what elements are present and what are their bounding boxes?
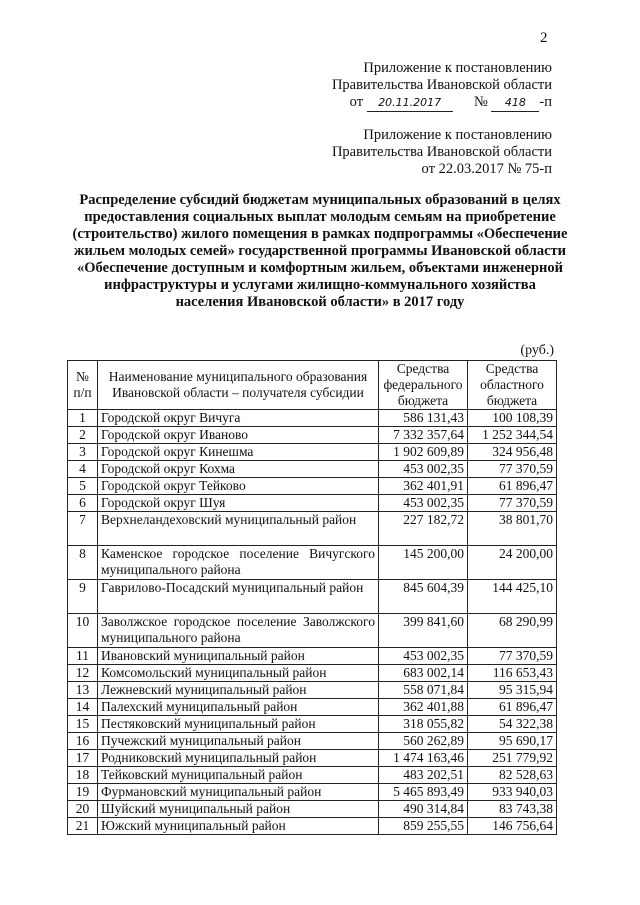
table-row bbox=[68, 733, 557, 750]
table-header-row bbox=[68, 361, 557, 410]
row-number: 9 bbox=[68, 580, 98, 614]
row-municipality: Ивановский муниципальный район bbox=[98, 648, 379, 665]
row-regional-amount: 100 108,39 bbox=[468, 410, 557, 427]
document-title: Распределение субсидий бюджетам муниципальных образований в целях предоставления социальных выплат молодым семьям на приобретение (строительство) жилого помещения в рамках подпрограммы «Обеспечение жильем молодых семей» государственной программы Ивановской области «Обеспечение доступным и комфортным жильем, объектами инженерной инфраструктуры и услугами жилищно-коммунального хозяйства населения Ивановской области» в 2017 году bbox=[72, 192, 568, 310]
row-federal-amount: 145 200,00 bbox=[379, 546, 468, 580]
row-number: 7 bbox=[68, 512, 98, 546]
row-regional-amount: 24 200,00 bbox=[468, 546, 557, 580]
row-federal-amount: 586 131,43 bbox=[379, 410, 468, 427]
row-regional-amount: 146 756,64 bbox=[468, 818, 557, 835]
number-suffix: -п bbox=[539, 94, 552, 110]
row-number: 13 bbox=[68, 682, 98, 699]
row-municipality: Гаврилово-Посадский муниципальный район bbox=[98, 580, 379, 614]
table-row bbox=[68, 818, 557, 835]
row-number: 16 bbox=[68, 733, 98, 750]
date-prefix: от bbox=[349, 94, 364, 110]
row-municipality: Городской округ Шуя bbox=[98, 495, 379, 512]
row-municipality: Фурмановский муниципальный район bbox=[98, 784, 379, 801]
row-regional-amount: 1 252 344,54 bbox=[468, 427, 557, 444]
row-regional-amount: 54 322,38 bbox=[468, 716, 557, 733]
header-regional: Средства областного бюджета bbox=[468, 361, 557, 410]
row-number: 6 bbox=[68, 495, 98, 512]
row-regional-amount: 77 370,59 bbox=[468, 648, 557, 665]
row-regional-amount: 95 690,17 bbox=[468, 733, 557, 750]
table-row bbox=[68, 682, 557, 699]
row-municipality: Южский муниципальный район bbox=[98, 818, 379, 835]
row-regional-amount: 77 370,59 bbox=[468, 461, 557, 478]
row-municipality: Верхнеландеховский муниципальный район bbox=[98, 512, 379, 546]
row-federal-amount: 362 401,88 bbox=[379, 699, 468, 716]
row-number: 19 bbox=[68, 784, 98, 801]
row-municipality: Пучежский муниципальный район bbox=[98, 733, 379, 750]
table-row bbox=[68, 716, 557, 733]
row-municipality: Пестяковский муниципальный район bbox=[98, 716, 379, 733]
appendix-original-line1: Приложение к постановлению bbox=[363, 127, 552, 143]
table-row bbox=[68, 750, 557, 767]
appendix-current-line3 bbox=[332, 94, 552, 112]
currency-unit: (руб.) bbox=[520, 343, 554, 358]
row-federal-amount: 490 314,84 bbox=[379, 801, 468, 818]
table-row bbox=[68, 767, 557, 784]
row-regional-amount: 116 653,43 bbox=[468, 665, 557, 682]
row-number: 8 bbox=[68, 546, 98, 580]
row-number: 15 bbox=[68, 716, 98, 733]
number-prefix: № bbox=[473, 94, 488, 110]
row-regional-amount: 61 896,47 bbox=[468, 699, 557, 716]
row-federal-amount: 453 002,35 bbox=[379, 495, 468, 512]
table-row bbox=[68, 801, 557, 818]
table-row bbox=[68, 495, 557, 512]
row-number: 12 bbox=[68, 665, 98, 682]
row-number: 14 bbox=[68, 699, 98, 716]
row-number: 5 bbox=[68, 478, 98, 495]
row-regional-amount: 68 290,99 bbox=[468, 614, 557, 648]
row-municipality: Городской округ Вичуга bbox=[98, 410, 379, 427]
table-row bbox=[68, 546, 557, 580]
row-federal-amount: 483 202,51 bbox=[379, 767, 468, 784]
row-regional-amount: 144 425,10 bbox=[468, 580, 557, 614]
row-federal-amount: 5 465 893,49 bbox=[379, 784, 468, 801]
row-municipality: Шуйский муниципальный район bbox=[98, 801, 379, 818]
table-row bbox=[68, 478, 557, 495]
row-regional-amount: 77 370,59 bbox=[468, 495, 557, 512]
row-number: 4 bbox=[68, 461, 98, 478]
table-row bbox=[68, 580, 557, 614]
table-row bbox=[68, 665, 557, 682]
row-municipality: Заволжское городское поселение Заволжского муниципального района bbox=[98, 614, 379, 648]
appendix-original-line3: от 22.03.2017 № 75-п bbox=[421, 161, 552, 177]
table-row bbox=[68, 648, 557, 665]
row-number: 3 bbox=[68, 444, 98, 461]
header-federal: Средства федерального бюджета bbox=[379, 361, 468, 410]
row-regional-amount: 61 896,47 bbox=[468, 478, 557, 495]
row-federal-amount: 399 841,60 bbox=[379, 614, 468, 648]
table-row bbox=[68, 699, 557, 716]
row-regional-amount: 251 779,92 bbox=[468, 750, 557, 767]
row-municipality: Каменское городское поселение Вичугского муниципального района bbox=[98, 546, 379, 580]
header-name: Наименование муниципального образования Ивановской области – получателя субсидии bbox=[98, 361, 379, 410]
row-number: 21 bbox=[68, 818, 98, 835]
table-body bbox=[68, 410, 557, 835]
row-federal-amount: 362 401,91 bbox=[379, 478, 468, 495]
table-row bbox=[68, 444, 557, 461]
row-municipality: Городской округ Тейково bbox=[98, 478, 379, 495]
row-regional-amount: 95 315,94 bbox=[468, 682, 557, 699]
row-municipality: Комсомольский муниципальный район bbox=[98, 665, 379, 682]
row-federal-amount: 845 604,39 bbox=[379, 580, 468, 614]
row-regional-amount: 933 940,03 bbox=[468, 784, 557, 801]
row-municipality: Тейковский муниципальный район bbox=[98, 767, 379, 784]
row-number: 1 bbox=[68, 410, 98, 427]
row-number: 11 bbox=[68, 648, 98, 665]
row-municipality: Родниковский муниципальный район bbox=[98, 750, 379, 767]
handwritten-date: 20.11.2017 bbox=[367, 94, 453, 112]
appendix-current-line1: Приложение к постановлению bbox=[363, 60, 552, 76]
table-row bbox=[68, 461, 557, 478]
row-federal-amount: 560 262,89 bbox=[379, 733, 468, 750]
row-number: 18 bbox=[68, 767, 98, 784]
row-municipality: Городской округ Кинешма bbox=[98, 444, 379, 461]
row-municipality: Лежневский муниципальный район bbox=[98, 682, 379, 699]
row-number: 17 bbox=[68, 750, 98, 767]
row-federal-amount: 7 332 357,64 bbox=[379, 427, 468, 444]
row-regional-amount: 83 743,38 bbox=[468, 801, 557, 818]
row-federal-amount: 859 255,55 bbox=[379, 818, 468, 835]
subsidy-table bbox=[67, 360, 557, 835]
table-row bbox=[68, 784, 557, 801]
table-row bbox=[68, 427, 557, 444]
row-municipality: Городской округ Кохма bbox=[98, 461, 379, 478]
row-federal-amount: 1 902 609,89 bbox=[379, 444, 468, 461]
appendix-original bbox=[332, 127, 552, 178]
row-federal-amount: 558 071,84 bbox=[379, 682, 468, 699]
table-row bbox=[68, 410, 557, 427]
page-number: 2 bbox=[540, 30, 548, 46]
row-municipality: Палехский муниципальный район bbox=[98, 699, 379, 716]
row-federal-amount: 1 474 163,46 bbox=[379, 750, 468, 767]
row-number: 20 bbox=[68, 801, 98, 818]
handwritten-number: 418 bbox=[491, 94, 539, 112]
row-regional-amount: 324 956,48 bbox=[468, 444, 557, 461]
row-federal-amount: 453 002,35 bbox=[379, 461, 468, 478]
table-row bbox=[68, 614, 557, 648]
row-municipality: Городской округ Иваново bbox=[98, 427, 379, 444]
appendix-current bbox=[332, 60, 552, 112]
appendix-original-line2: Правительства Ивановской области bbox=[331, 144, 552, 160]
row-number: 10 bbox=[68, 614, 98, 648]
row-federal-amount: 227 182,72 bbox=[379, 512, 468, 546]
row-federal-amount: 318 055,82 bbox=[379, 716, 468, 733]
row-regional-amount: 82 528,63 bbox=[468, 767, 557, 784]
row-number: 2 bbox=[68, 427, 98, 444]
table-row bbox=[68, 512, 557, 546]
appendix-current-line2: Правительства Ивановской области bbox=[331, 77, 552, 93]
row-regional-amount: 38 801,70 bbox=[468, 512, 557, 546]
row-federal-amount: 453 002,35 bbox=[379, 648, 468, 665]
header-num: № п/п bbox=[68, 361, 98, 410]
row-federal-amount: 683 002,14 bbox=[379, 665, 468, 682]
